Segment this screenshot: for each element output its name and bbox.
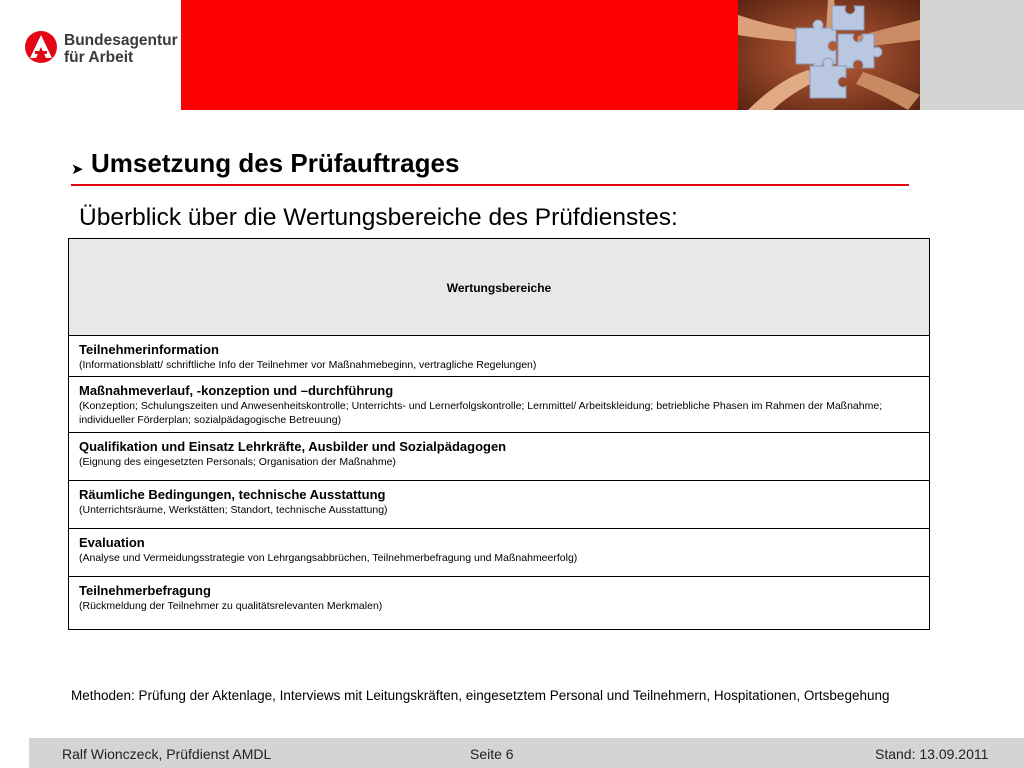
- slide-footer: [29, 738, 1024, 768]
- footer-page-number: Seite 6: [470, 746, 514, 762]
- footer-date: Stand: 13.09.2011: [875, 746, 989, 762]
- row-description: (Konzeption; Schulungszeiten und Anwesenheitskontrolle; Unterrichts- und Lernerfolgskontrolle; Lernmittel/ Arbeitskleidung; betriebliche Phasen im Rahmen der Maßnahme; individueller Förderplan; sozialpädagogische Betreuung): [79, 400, 883, 426]
- title-underline: [71, 184, 909, 186]
- table-row: [69, 577, 929, 629]
- footer-author: Ralf Wionczeck, Prüfdienst AMDL: [62, 746, 272, 762]
- row-title: Qualifikation und Einsatz Lehrkräfte, Ausbilder und Sozialpädagogen: [79, 439, 507, 454]
- row-description: (Informationsblatt/ schriftliche Info der Teilnehmer vor Maßnahmebeginn, vertragliche Regelungen): [79, 359, 537, 371]
- bullet-arrow-icon: ➤: [71, 160, 84, 178]
- row-title: Teilnehmerinformation: [79, 342, 219, 357]
- header-grey-band: [920, 0, 1024, 110]
- row-title: Maßnahmeverlauf, -konzeption und –durchführung: [79, 383, 394, 398]
- table-row: [69, 336, 929, 377]
- wertungsbereiche-table: [68, 238, 930, 630]
- ba-logo-icon: [24, 30, 58, 64]
- table-row: [69, 481, 929, 529]
- row-title: Evaluation: [79, 535, 145, 550]
- logo-line-2: für Arbeit: [64, 49, 134, 66]
- header-red-band: [181, 0, 738, 110]
- table-header: [69, 239, 929, 336]
- row-description: (Rückmeldung der Teilnehmer zu qualitätsrelevanten Merkmalen): [79, 600, 383, 612]
- page-title: Umsetzung des Prüfauftrages: [91, 148, 460, 178]
- logo-line-1: Bundesagentur: [64, 32, 178, 49]
- table-row: [69, 377, 929, 433]
- table-row: [69, 529, 929, 577]
- row-title: Teilnehmerbefragung: [79, 583, 211, 598]
- page-subtitle: Überblick über die Wertungsbereiche des Prüfdienstes:: [79, 204, 678, 231]
- row-description: (Analyse und Vermeidungsstrategie von Lehrgangsabbrüchen, Teilnehmerbefragung und Maßnahmeerfolg): [79, 552, 578, 564]
- table-row: [69, 433, 929, 481]
- puzzle-hands-photo: [738, 0, 920, 110]
- ba-logo-text: [64, 32, 178, 66]
- ba-logo: [24, 30, 184, 70]
- table-header-label: Wertungsbereiche: [446, 281, 552, 295]
- row-description: (Unterrichtsräume, Werkstätten; Standort, technische Ausstattung): [79, 504, 388, 516]
- methods-note: Methoden: Prüfung der Aktenlage, Interviews mit Leitungskräften, eingesetztem Personal und Teilnehmern, Hospitationen, Ortsbegehung: [71, 688, 890, 703]
- row-description: (Eignung des eingesetzten Personals; Organisation der Maßnahme): [79, 456, 396, 468]
- row-title: Räumliche Bedingungen, technische Ausstattung: [79, 487, 386, 502]
